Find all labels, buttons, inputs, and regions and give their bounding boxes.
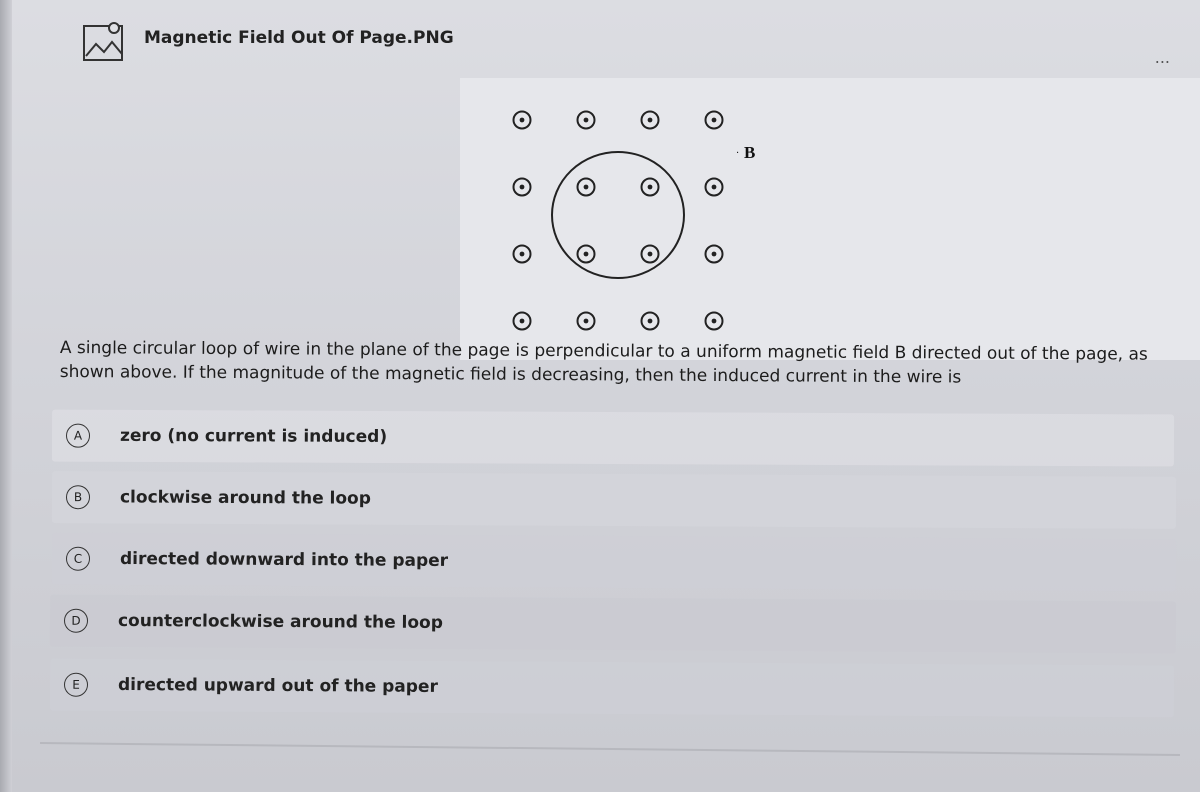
option-c-label: directed downward into the paper bbox=[119, 548, 449, 571]
divider bbox=[40, 742, 1180, 756]
option-a-label: zero (no current is induced) bbox=[119, 425, 388, 448]
field-out-of-page-symbol bbox=[578, 313, 595, 330]
field-out-of-page-symbol bbox=[578, 112, 595, 129]
field-out-of-page-symbol bbox=[642, 313, 659, 330]
field-label-b: B bbox=[744, 143, 756, 162]
option-b[interactable] bbox=[52, 471, 1176, 529]
field-out-of-page-symbol bbox=[706, 179, 723, 196]
option-c[interactable] bbox=[52, 533, 1176, 592]
option-b-label: clockwise around the loop bbox=[119, 487, 371, 509]
field-out-of-page-symbol bbox=[578, 179, 595, 196]
field-out-of-page-symbol bbox=[706, 112, 723, 129]
field-out-of-page-symbol bbox=[642, 246, 659, 263]
option-c-letter: C bbox=[66, 547, 90, 571]
field-out-of-page-symbol bbox=[578, 246, 595, 263]
image-icon bbox=[82, 20, 128, 62]
option-d[interactable] bbox=[50, 595, 1176, 654]
field-out-of-page-symbol bbox=[514, 246, 531, 263]
option-d-letter: D bbox=[64, 609, 88, 633]
wire-loop bbox=[552, 152, 684, 278]
field-out-of-page-symbol bbox=[706, 313, 723, 330]
option-b-letter: B bbox=[66, 485, 90, 509]
field-label-dot: · bbox=[736, 148, 740, 159]
option-d-label: counterclockwise around the loop bbox=[117, 610, 444, 633]
option-e[interactable] bbox=[50, 659, 1174, 718]
field-out-of-page-symbol bbox=[514, 179, 531, 196]
field-out-of-page-symbol bbox=[642, 179, 659, 196]
field-out-of-page-symbol bbox=[642, 112, 659, 129]
option-e-letter: E bbox=[64, 673, 88, 697]
ellipsis-icon[interactable]: ... bbox=[1154, 48, 1170, 67]
attachment-file-name[interactable]: Magnetic Field Out Of Page.PNG bbox=[144, 28, 454, 48]
field-out-of-page-symbol bbox=[706, 246, 723, 263]
option-e-label: directed upward out of the paper bbox=[117, 674, 438, 697]
field-out-of-page-symbol bbox=[514, 112, 531, 129]
attachment[interactable] bbox=[82, 18, 454, 64]
window-edge bbox=[0, 0, 12, 792]
question-text: A single circular loop of wire in the plane of the page is perpendicular to a uniform magnetic field B directed out of the page, as shown above. If the magnitude of the magnetic field is decreasing, then the induced current in the wire is bbox=[59, 337, 1148, 388]
field-out-of-page-symbol bbox=[514, 313, 531, 330]
option-a-letter: A bbox=[66, 424, 90, 448]
magnetic-field-figure bbox=[490, 88, 790, 338]
option-a[interactable] bbox=[52, 410, 1174, 467]
